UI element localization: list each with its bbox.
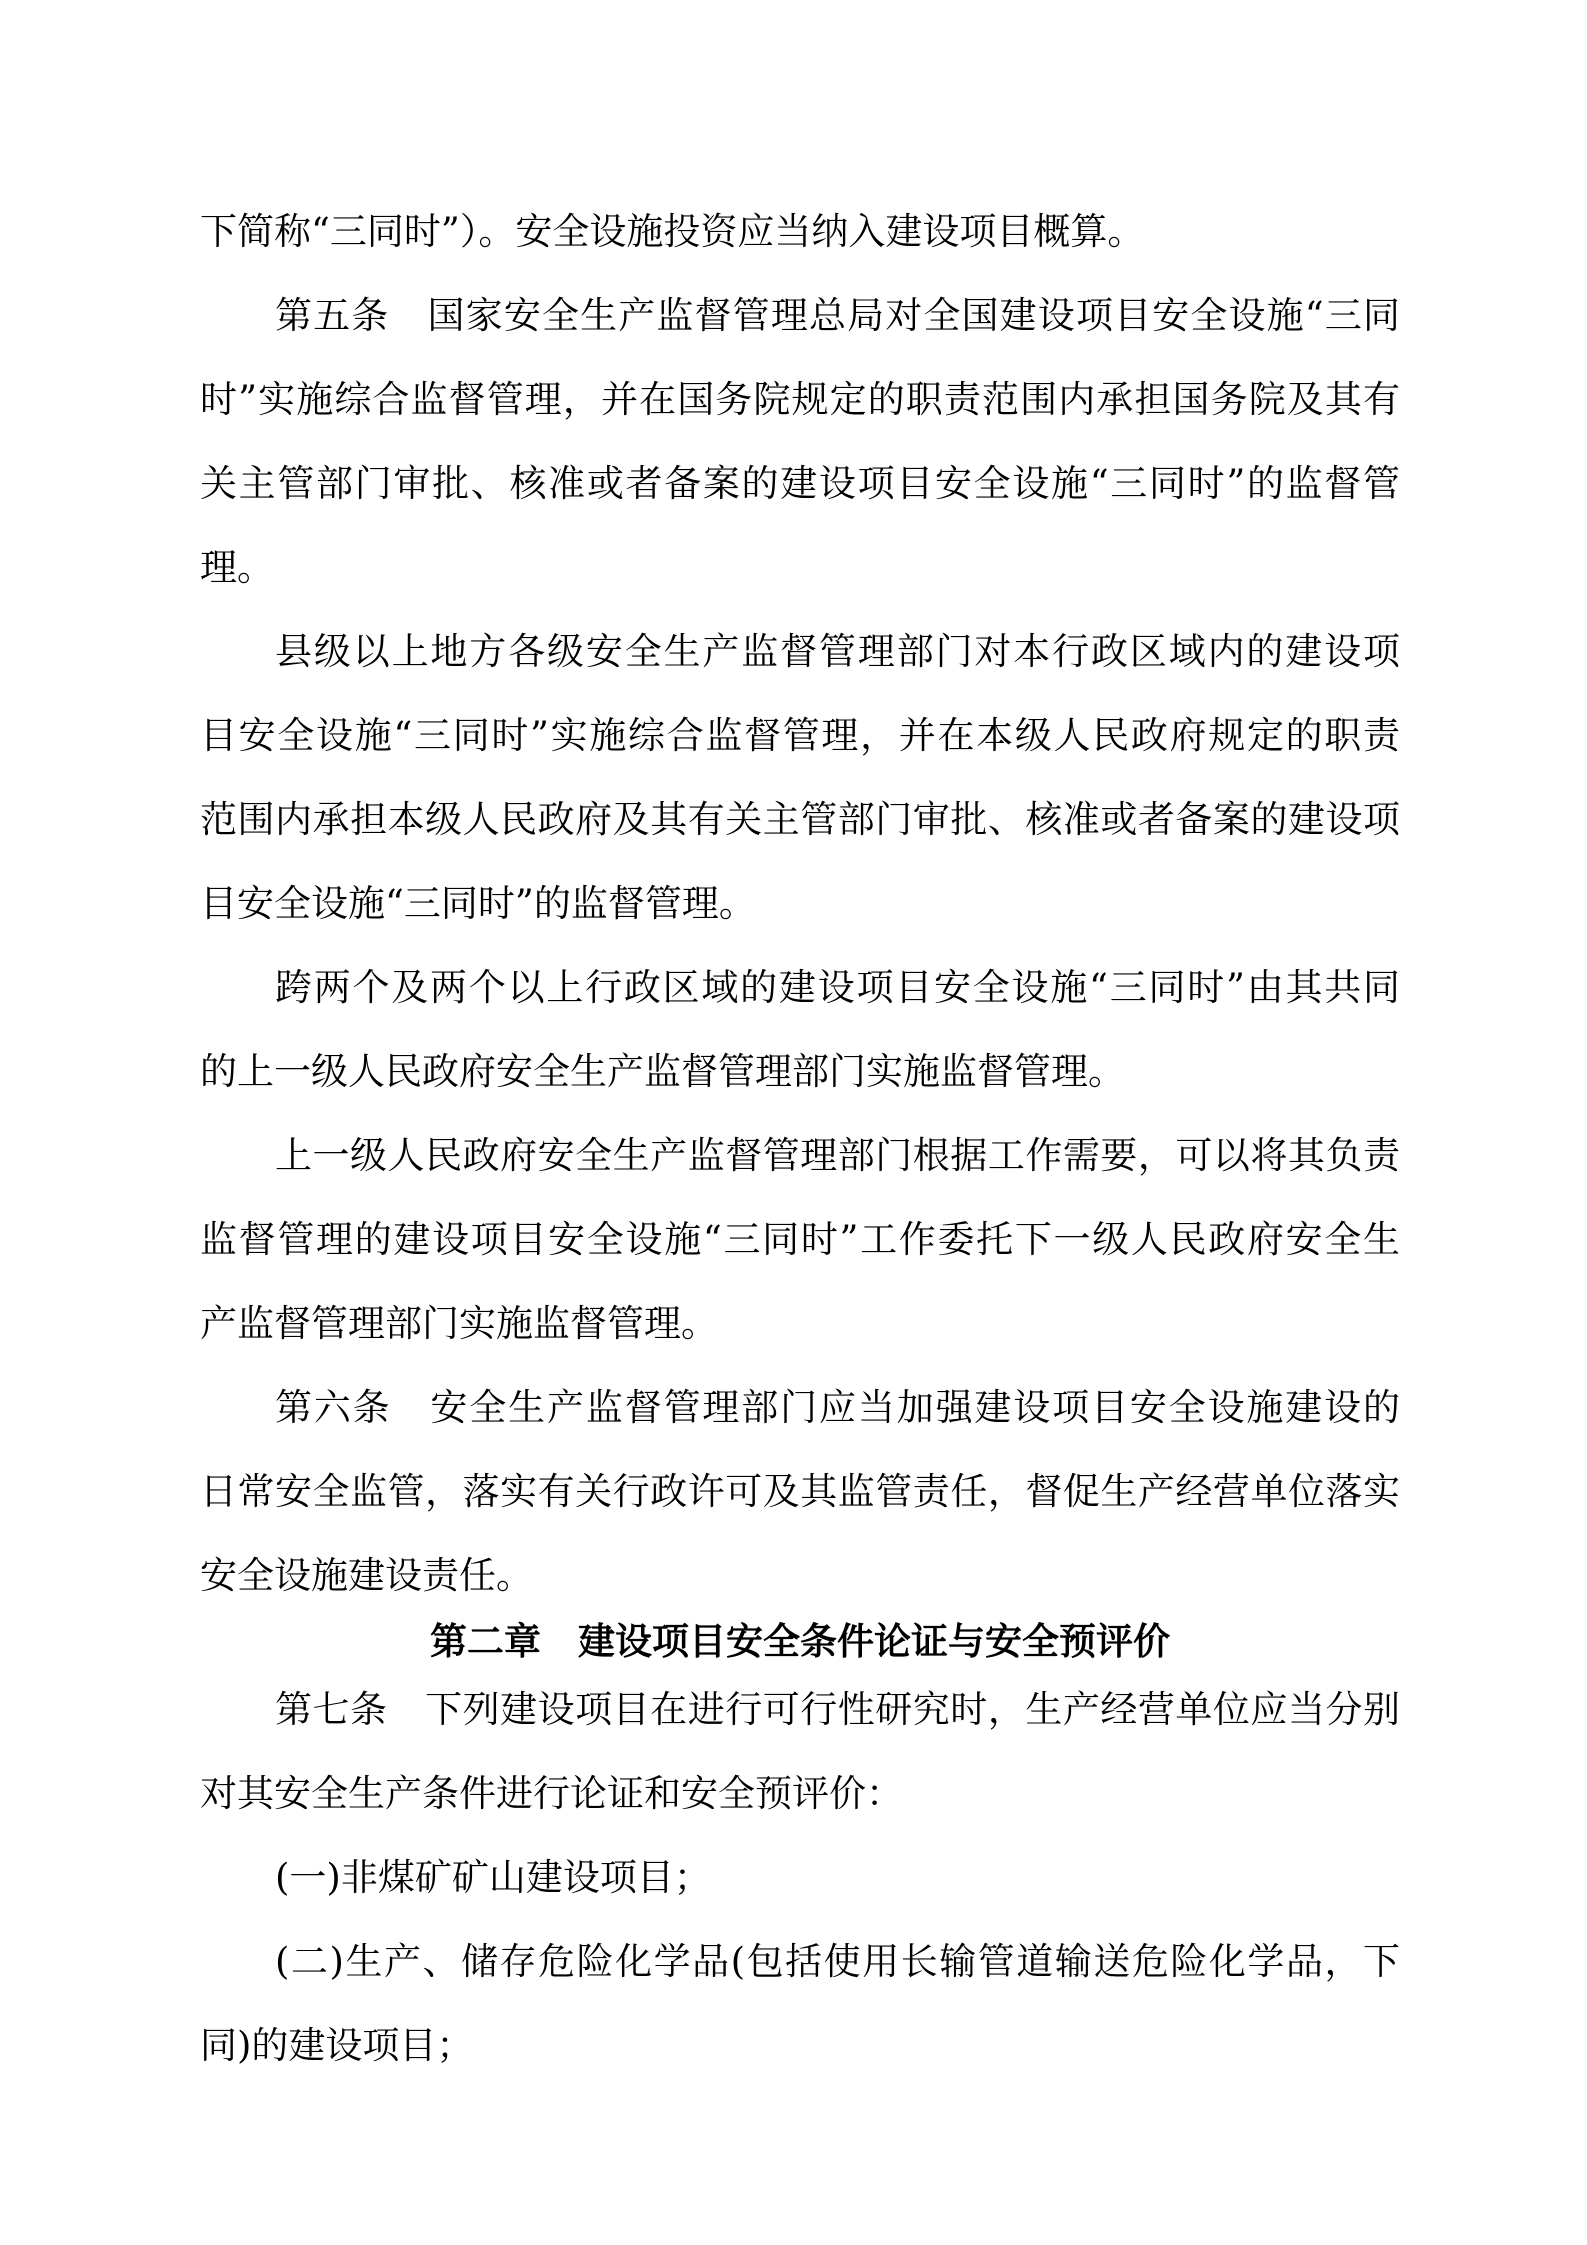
text-line: 时”实施综合监督管理，并在国务院规定的职责范围内承担国务院及其有 [200, 378, 1400, 421]
text-line: 对其安全生产条件进行论证和安全预评价： [200, 1772, 903, 1815]
text-line: 关主管部门审批、核准或者备案的建设项目安全设施“三同时”的监督管 [200, 462, 1400, 505]
text-line: 产监督管理部门实施监督管理。 [200, 1302, 718, 1345]
text-line: 范围内承担本级人民政府及其有关主管部门审批、核准或者备案的建设项 [200, 798, 1400, 841]
text-line: 目安全设施“三同时”的监督管理。 [200, 882, 756, 925]
chapter-heading: 第二章 建设项目安全条件论证与安全预评价 [430, 1620, 1170, 1663]
article-7-line: 第七条 下列建设项目在进行可行性研究时，生产经营单位应当分别 [275, 1688, 1400, 1731]
list-item: (一)非煤矿矿山建设项目； [275, 1856, 711, 1899]
text-line: 理。 [200, 546, 274, 589]
text-line: 下简称“三同时”）。安全设施投资应当纳入建设项目概算。 [200, 210, 1145, 253]
text-line: 监督管理的建设项目安全设施“三同时”工作委托下一级人民政府安全生 [200, 1218, 1400, 1261]
text-line: 目安全设施“三同时”实施综合监督管理，并在本级人民政府规定的职责 [200, 714, 1400, 757]
text-line: 同)的建设项目； [200, 2024, 474, 2067]
text-line: 上一级人民政府安全生产监督管理部门根据工作需要，可以将其负责 [275, 1134, 1400, 1177]
text-line: 县级以上地方各级安全生产监督管理部门对本行政区域内的建设项 [275, 630, 1400, 673]
text-line: 跨两个及两个以上行政区域的建设项目安全设施“三同时”由其共同 [275, 966, 1400, 1009]
article-5-line: 第五条 国家安全生产监督管理总局对全国建设项目安全设施“三同 [275, 294, 1400, 337]
article-6-line: 第六条 安全生产监督管理部门应当加强建设项目安全设施建设的 [275, 1386, 1400, 1429]
text-line: 安全设施建设责任。 [200, 1554, 533, 1597]
list-item: (二)生产、储存危险化学品(包括使用长输管道输送危险化学品，下 [275, 1940, 1400, 1983]
text-line: 日常安全监管，落实有关行政许可及其监管责任，督促生产经营单位落实 [200, 1470, 1400, 1513]
text-line: 的上一级人民政府安全生产监督管理部门实施监督管理。 [200, 1050, 1125, 1093]
